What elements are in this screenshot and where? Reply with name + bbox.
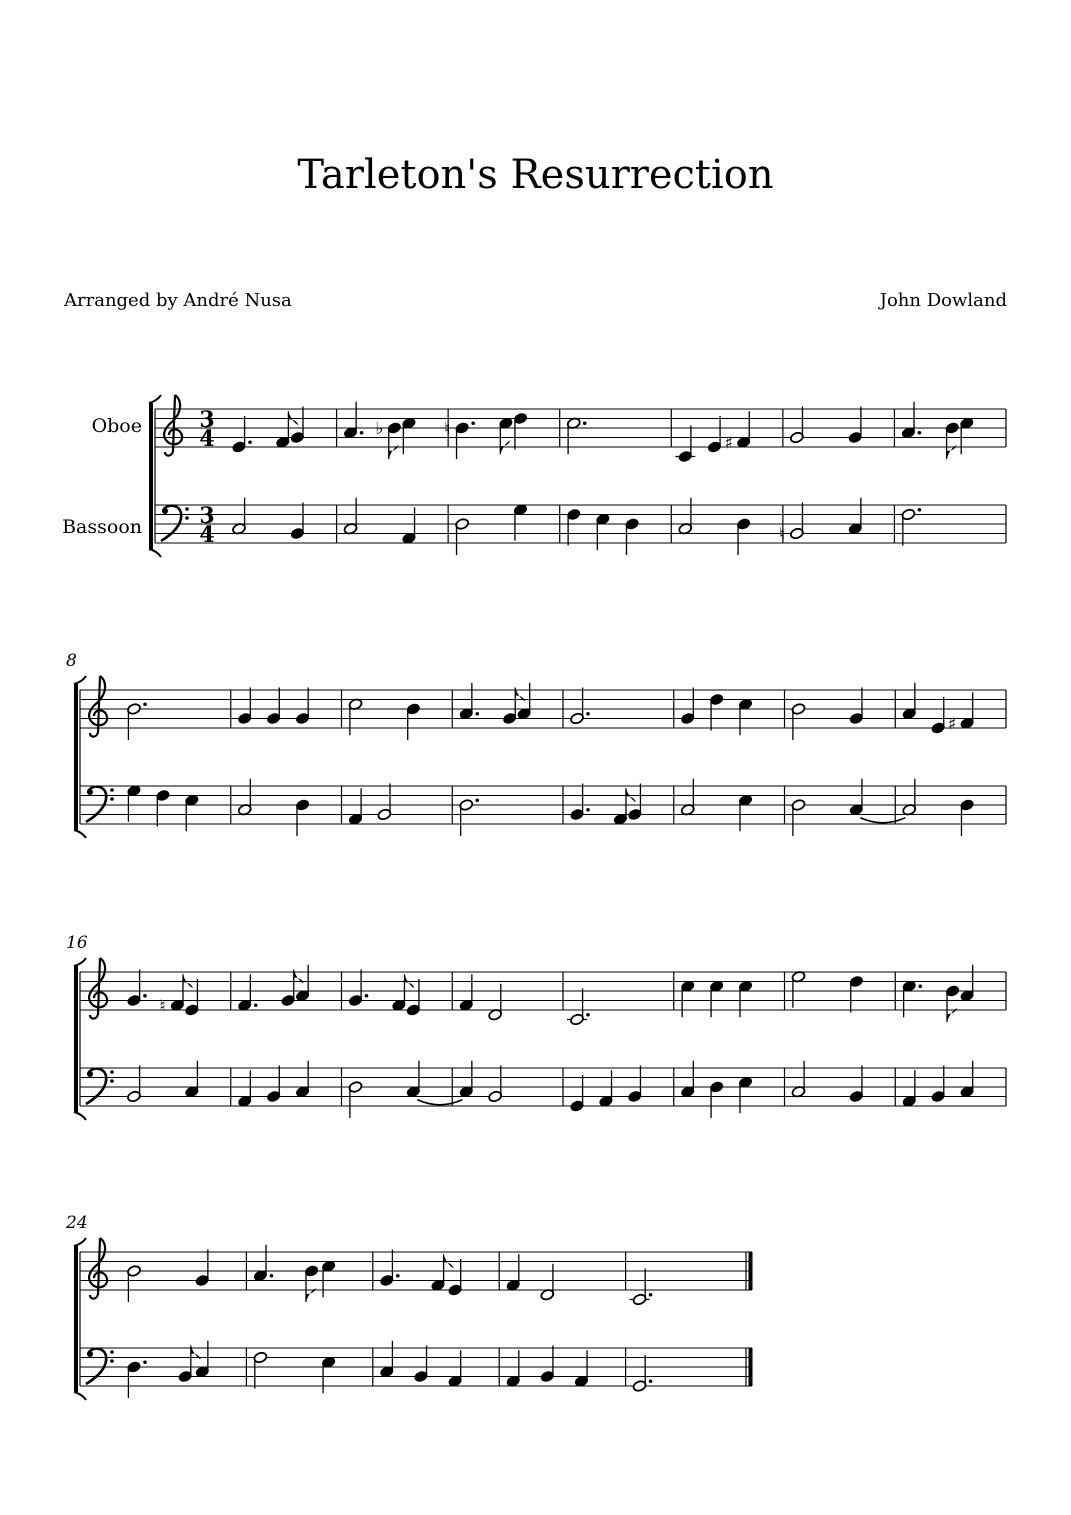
bass-clef-icon	[86, 1069, 114, 1104]
bass-clef-icon	[161, 506, 189, 541]
sharp-icon: ♯	[724, 433, 733, 454]
natural-icon: ♮	[778, 524, 785, 545]
bass-clef-dot	[185, 507, 189, 511]
bass-clef-dot	[110, 788, 114, 792]
measure-number: 8	[66, 651, 77, 671]
augmentation-dot	[254, 1003, 258, 1007]
augmentation-dot	[918, 984, 922, 988]
time-signature-denominator: 4	[199, 522, 215, 549]
augmentation-dot	[475, 712, 479, 716]
arranger-credit: Arranged by André Nusa	[64, 290, 292, 311]
augmentation-dot	[143, 702, 147, 706]
bracket-hook	[149, 549, 161, 557]
bracket-hook	[74, 830, 86, 838]
bass-clef-dot	[110, 1350, 114, 1354]
bass-clef-icon	[86, 1349, 114, 1384]
bracket-hook	[74, 1392, 86, 1400]
time-signature-denominator: 4	[199, 426, 215, 453]
bass-clef-dot	[87, 1071, 93, 1077]
bracket-hook	[74, 676, 86, 684]
time-signature-numerator: 3	[199, 503, 215, 530]
augmentation-dot	[365, 994, 369, 998]
augmentation-dot	[583, 421, 587, 425]
time-signature-numerator: 3	[199, 407, 215, 434]
bass-clef-dot	[185, 516, 189, 520]
augmentation-dot	[649, 1293, 653, 1297]
bass-clef-dot	[110, 1079, 114, 1083]
augmentation-dot	[475, 798, 479, 802]
bracket-hook	[74, 958, 86, 966]
bracket-hook	[74, 1238, 86, 1246]
augmentation-dot	[471, 421, 475, 425]
score-title: Tarleton's Resurrection	[297, 152, 774, 198]
bass-clef-dot	[110, 1070, 114, 1074]
instrument-label-bassoon: Bassoon	[62, 516, 142, 538]
bracket-hook	[74, 1112, 86, 1120]
tie-arc	[417, 1100, 462, 1105]
instrument-label-oboe: Oboe	[91, 415, 142, 437]
augmentation-dot	[248, 440, 252, 444]
composer-credit: John Dowland	[879, 290, 1007, 311]
augmentation-dot	[918, 431, 922, 435]
natural-icon: ♮	[444, 419, 451, 439]
bass-clef-dot	[110, 1359, 114, 1363]
bracket-hook	[149, 395, 161, 403]
augmentation-dot	[918, 508, 922, 512]
bass-clef-icon	[86, 787, 114, 822]
augmentation-dot	[586, 1013, 590, 1017]
bass-clef-dot	[87, 1351, 93, 1357]
augmentation-dot	[143, 994, 147, 998]
augmentation-dot	[649, 1379, 653, 1383]
augmentation-dot	[143, 1360, 147, 1364]
augmentation-dot	[360, 431, 364, 435]
augmentation-dot	[586, 712, 590, 716]
tie-arc	[860, 818, 905, 823]
augmentation-dot	[270, 1274, 274, 1278]
bass-clef-dot	[87, 789, 93, 795]
sharp-icon: ♯	[947, 714, 957, 735]
bass-clef-dot	[110, 797, 114, 801]
augmentation-dot	[586, 808, 590, 812]
flat-icon: ♭	[375, 419, 384, 439]
natural-icon: ♮	[159, 996, 166, 1017]
measure-number: 16	[66, 933, 88, 953]
augmentation-dot	[396, 1274, 400, 1278]
bass-clef-dot	[162, 508, 168, 514]
measure-number: 24	[66, 1213, 88, 1233]
